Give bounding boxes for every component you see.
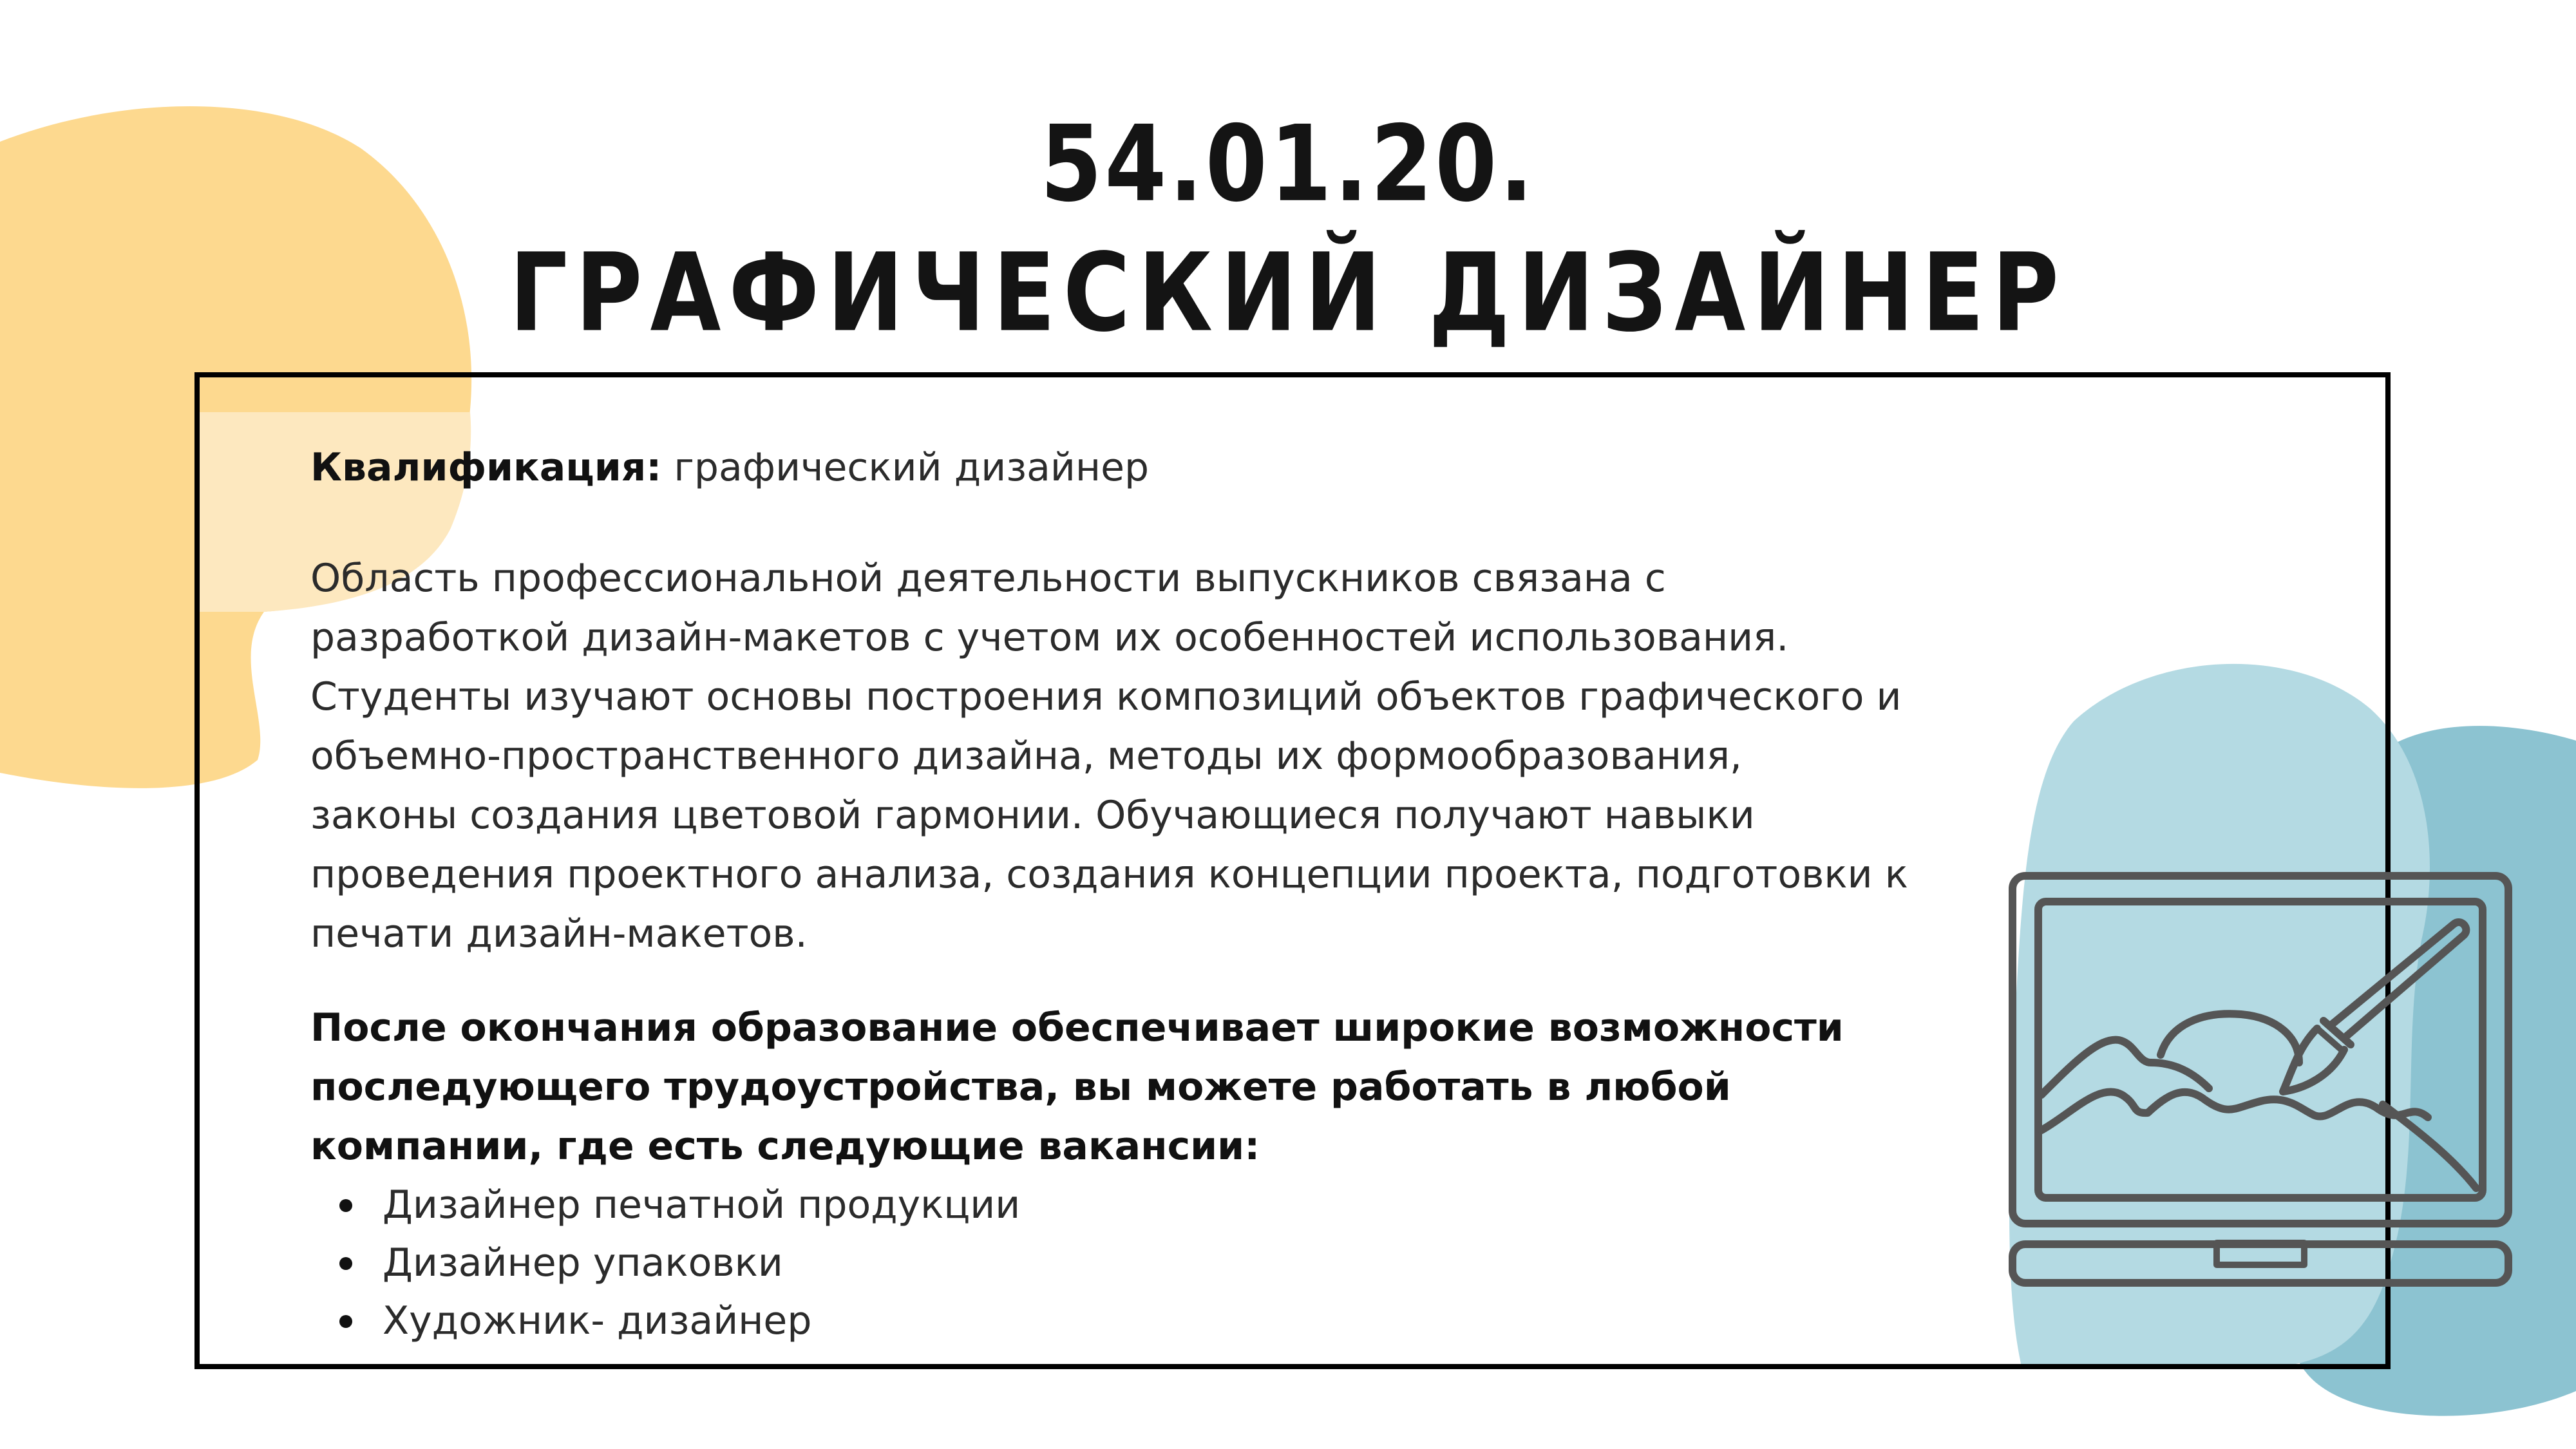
page-title xyxy=(0,100,2576,358)
qualification-value: графический дизайнер xyxy=(674,445,1150,490)
title-profession: ГРАФИЧЕСКИЙ ДИЗАЙНЕР xyxy=(509,230,2067,356)
description-line: законы создания цветовой гармонии. Обучающиеся получают навыки xyxy=(310,793,1755,838)
monitor-with-paintbrush-icon xyxy=(2003,866,2518,1291)
vacancy-label: Дизайнер упаковки xyxy=(383,1240,783,1285)
description-line: разработкой дизайн-макетов с учетом их особенностей использования. xyxy=(310,615,1789,660)
bullet-dot-icon xyxy=(339,1315,352,1328)
vacancy-item xyxy=(310,1292,2191,1350)
vacancy-item xyxy=(310,1234,2191,1292)
vacancy-label: Дизайнер печатной продукции xyxy=(383,1182,1021,1227)
description-line: печати дизайн-макетов. xyxy=(310,911,808,956)
qualification-line xyxy=(310,438,2191,497)
vacancy-item xyxy=(310,1176,2191,1234)
description-line: проведения проектного анализа, создания концепции проекта, подготовки к xyxy=(310,852,1908,897)
bullet-dot-icon xyxy=(339,1257,352,1270)
vacancy-list xyxy=(310,1176,2191,1350)
career-line: компании, где есть следующие вакансии: xyxy=(310,1124,1260,1169)
title-code: 54.01.20. xyxy=(1040,102,1536,225)
description-paragraph xyxy=(310,549,2191,963)
description-line: Область профессиональной деятельности выпускников связана с xyxy=(310,556,1666,601)
description-line: Студенты изучают основы построения композиций объектов графического и xyxy=(310,674,1902,719)
career-line: После окончания образование обеспечивает широкие возможности xyxy=(310,1005,1844,1050)
career-paragraph xyxy=(310,998,2191,1176)
bullet-dot-icon xyxy=(339,1199,352,1212)
qualification-label: Квалификация: xyxy=(310,445,662,490)
description-line: объемно-пространственного дизайна, методы их формообразования, xyxy=(310,734,1742,779)
career-line: последующего трудоустройства, вы можете работать в любой xyxy=(310,1065,1731,1110)
text-area xyxy=(310,438,2191,1350)
vacancy-label: Художник- дизайнер xyxy=(383,1298,812,1343)
